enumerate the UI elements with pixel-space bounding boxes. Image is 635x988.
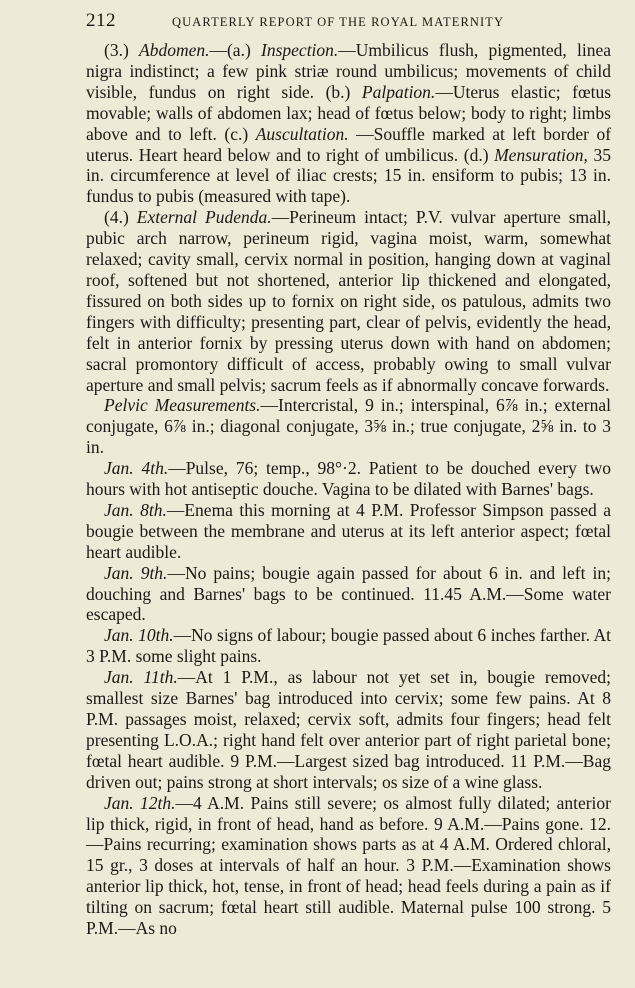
entry-date: Jan. 10th. — [104, 625, 174, 646]
paragraph-abdomen: (3.) Abdomen.—(a.) Inspection.—Umbilicus flush, pigmented, linea nigra indistinct; a few pink striæ round umbilicus; movements of child visible, fundus on right side. (b.) Palpation.—Uterus elastic; fœtus movable; walls of abdomen lax; head of fœtus below; body to right; limbs above and to left. (c.) Auscultation. —Souffle marked at left border of uterus. Heart heard below and to right of umbilicus. (d.) Mensuration, 35 in. circumference at level of iliac crests; 15 in. ensiform to pubis; 13 in. fundus to pubis (measured with tape). — [86, 40, 612, 207]
entry-text: 4 A.M. Pains still severe; os almost fully dilated; anterior lip thick, rigid, in front of head, hand as before. 9 A.M.—Pains gone. 12.—Pains recurring; examination shows parts as at 4 A.M. Ordered chloral, 15 gr., 3 doses at intervals of half an hour. 3 P.M.—Examination shows anterior lip thick, hot, tense, in front of head; head feels during a pain as if tilting on sacrum; fœtal heart still audible. Maternal pulse 100 strong. 5 P.M.—As no — [86, 792, 612, 939]
diary-entry: Jan. 10th.—No signs of labour; bougie passed about 6 inches farther. At 3 P.M. some slight pains. — [86, 625, 611, 667]
section-title: Abdomen. — [139, 40, 210, 60]
diary-entry: Jan. 4th.—Pulse, 76; temp., 98°·2. Patient to be douched every two hours with hot antiseptic douche. Vagina to be dilated with Barnes' bags. — [86, 458, 611, 500]
subsection-text: Umbilicus flush, pigmented, linea nigra indistinct; a few pink striæ round umbilicus; movements of child visible, fundus on right side. — [86, 40, 611, 102]
subsection-label: (b.) — [325, 81, 351, 102]
section-title: Pelvic Measurements. — [104, 395, 261, 416]
subsection-text: Souffle marked at left border of uterus. Heart heard below and to right of umbilicus. — [86, 123, 612, 165]
subsection-title: Auscultation. — [255, 123, 349, 144]
entry-text: At 1 P.M., as labour not yet set in, bougie removed; smallest size Barnes' bag introduced into cervix; some few pains. At 8 P.M. passages moist, relaxed; cervix soft, admits four fingers; head felt presenting L.O.A.; right hand felt over anterior part of right parietal bone; fœtal heart audible. 9 P.M.—Largest sized bag introduced. 11 P.M.—Bag driven out; pains strong at short intervals; os size of a wine glass. — [86, 667, 611, 792]
subsection-title: Inspection. — [261, 40, 339, 60]
section-text: Intercristal, 9 in.; interspinal, 6⅞ in.; external conjugate, 6⅞ in.; diagonal conjugate, 3⅝ in.; true conjugate, 2⅝ in. to 3 in. — [86, 395, 611, 458]
entry-text: Enema this morning at 4 P.M. Professor Simpson passed a bougie between the membrane and uterus at its left anterior aspect; fœtal heart audible. — [86, 499, 611, 562]
subsection-label: (a.) — [226, 40, 251, 60]
subsection-label: (d.) — [463, 144, 489, 165]
entry-date: Jan. 8th. — [104, 499, 167, 520]
subsection-text: 35 in. circumference at level of iliac crests; 15 in. ensiform to pubis; 13 in. fundus to pubis (measured with tape). — [86, 144, 612, 207]
section-number: (3.) — [104, 40, 129, 60]
section-number: (4.) — [104, 207, 129, 228]
subsection-title: Palpation. — [361, 81, 436, 102]
page-number: 212 — [86, 10, 116, 31]
subsection-title: Mensuration, — [494, 144, 588, 165]
paragraph-pelvic: Pelvic Measurements.—Intercristal, 9 in.; interspinal, 6⅞ in.; external conjugate, 6⅞ in.; diagonal conjugate, 3⅝ in.; true conjugate, 2⅝ in. to 3 in. — [86, 395, 611, 458]
entry-date: Jan. 12th. — [104, 792, 176, 813]
running-head: QUARTERLY REPORT OF THE ROYAL MATERNITY — [172, 15, 505, 29]
entry-text: No pains; bougie again passed for about 6 in. and left in; douching and Barnes' bags to be continued. 11.45 A.M.—Some water escaped. — [86, 562, 611, 625]
entry-date: Jan. 9th. — [104, 562, 168, 583]
section-title: External Pudenda. — [136, 207, 272, 228]
entry-date: Jan. 11th. — [104, 667, 178, 688]
entry-text: No signs of labour; bougie passed about 6 inches farther. At 3 P.M. some slight pains. — [86, 625, 611, 667]
subsection-label: (c.) — [224, 123, 249, 144]
diary-entry: Jan. 8th.—Enema this morning at 4 P.M. Professor Simpson passed a bougie between the membrane and uterus at its left anterior aspect; fœtal heart audible. — [86, 499, 611, 562]
page-header — [86, 10, 626, 36]
diary-entry: Jan. 12th.—4 A.M. Pains still severe; os almost fully dilated; anterior lip thick, rigid, in front of head, hand as before. 9 A.M.—Pains gone. 12.—Pains recurring; examination shows parts as at 4 A.M. Ordered chloral, 15 gr., 3 doses at intervals of half an hour. 3 P.M.—Examination shows anterior lip thick, hot, tense, in front of head; head feels during a pain as if tilting on sacrum; fœtal heart still audible. Maternal pulse 100 strong. 5 P.M.—As no — [86, 792, 612, 939]
subsection-text: Uterus elastic; fœtus movable; walls of abdomen lax; head of fœtus below; body to right; limbs above and to left. — [86, 81, 612, 144]
paragraph-pudenda: (4.) External Pudenda.—Perineum intact; P.V. vulvar aperture small, pubic arch narrow, perineum rigid, vagina moist, warm, somewhat relaxed; cavity small, cervix normal in position, hanging down at vaginal roof, softened but not shortened, anterior lip thickened and elongated, fissured on both sides up to fornix on right side, os patulous, admits two fingers with difficulty; presenting part, clear of pelvis, evidently the head, felt in anterior fornix by pressing uterus down with hand on abdomen; sacral promontory difficult of access, probably owing to small vulvar aperture and small pelvis; sacrum feels as if abnormally concave forwards. — [86, 207, 612, 395]
section-text: Perineum intact; P.V. vulvar aperture small, pubic arch narrow, perineum rigid, vagina moist, warm, somewhat relaxed; cavity small, cervix normal in position, hanging down at vaginal roof, softened but not shortened, anterior lip thickened and elongated, fissured on both sides up to fornix on right side, os patulous, admits two fingers with difficulty; presenting part, clear of pelvis, evidently the head, felt in anterior fornix by pressing uterus down with hand on abdomen; sacral promontory difficult of access, probably owing to small vulvar aperture and small pelvis; sacrum feels as if abnormally concave forwards. — [86, 207, 612, 395]
entry-date: Jan. 4th. — [104, 458, 169, 479]
entry-text: Pulse, 76; temp., 98°·2. Patient to be douched every two hours with hot antiseptic douche. Vagina to be dilated with Barnes' bags. — [86, 458, 611, 500]
body-text — [86, 40, 611, 939]
diary-entry: Jan. 9th.—No pains; bougie again passed for about 6 in. and left in; douching and Barnes' bags to be continued. 11.45 A.M.—Some water escaped. — [86, 562, 611, 625]
diary-entry: Jan. 11th.—At 1 P.M., as labour not yet set in, bougie removed; smallest size Barnes' bag introduced into cervix; some few pains. At 8 P.M. passages moist, relaxed; cervix soft, admits four fingers; head felt presenting L.O.A.; right hand felt over anterior part of right parietal bone; fœtal heart audible. 9 P.M.—Largest sized bag introduced. 11 P.M.—Bag driven out; pains strong at short intervals; os size of a wine glass. — [86, 667, 611, 792]
